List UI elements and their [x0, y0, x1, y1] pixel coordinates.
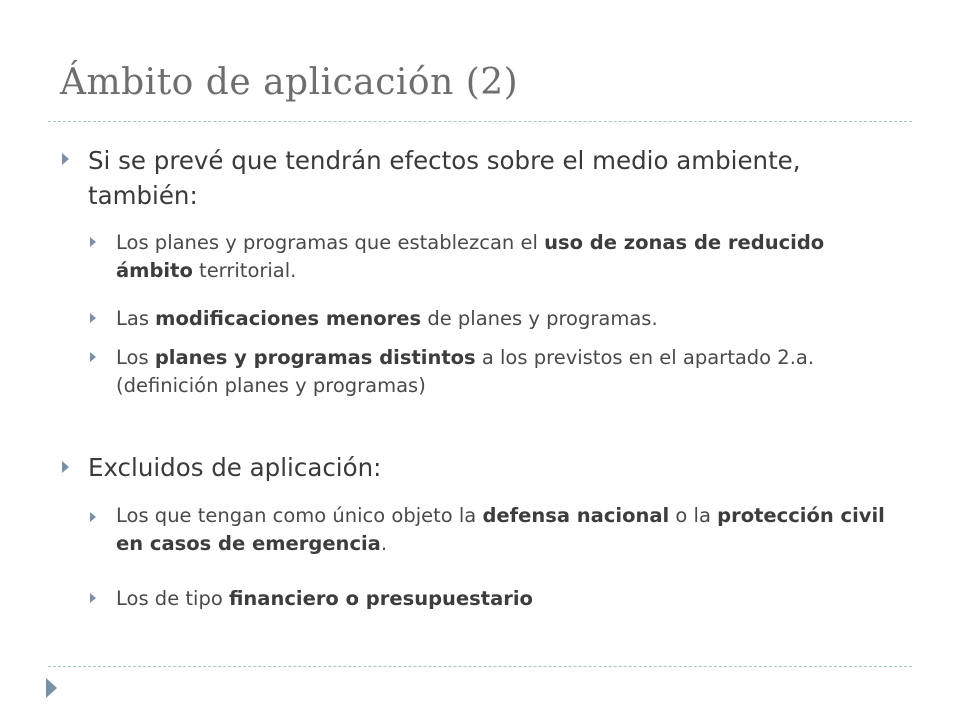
item-text: Los planes y programas que establezcan el: [116, 231, 545, 254]
bullet-arrow-icon: [90, 237, 96, 247]
item-text: o la: [669, 504, 718, 527]
section-2-item-2: [116, 585, 886, 613]
section-1-item-1: [116, 229, 886, 285]
corner-arrow-icon: [46, 678, 57, 698]
section-1-item-3: [116, 344, 886, 400]
item-emphasis: planes y programas distintos: [154, 346, 476, 369]
bullet-arrow-icon: [90, 352, 96, 362]
item-text: Los que tengan como único objeto la: [116, 504, 483, 527]
section-heading-1: Si se prevé que tendrán efectos sobre el medio ambiente, también:: [88, 146, 801, 210]
bullet-arrow-icon: [90, 593, 96, 603]
item-emphasis: financiero o presupuestario: [228, 587, 533, 610]
item-text: territorial.: [192, 259, 297, 282]
section-2-item-1: [116, 502, 886, 558]
item-text: .: [380, 532, 388, 555]
item-emphasis: defensa nacional: [482, 504, 670, 527]
footer-divider: [48, 666, 912, 667]
bullet-arrow-icon: [62, 461, 69, 473]
item-text: Los: [116, 346, 155, 369]
bullet-arrow-icon: [62, 153, 69, 165]
item-text: Las: [116, 307, 156, 330]
title-divider: [48, 121, 912, 122]
section-heading-2: Excluidos de aplicación:: [88, 453, 382, 482]
item-text: a los previstos en el apartado 2.a. (definición planes y programas): [116, 346, 815, 397]
slide-title: Ámbito de aplicación (2): [60, 62, 519, 103]
item-text: de planes y programas.: [421, 307, 658, 330]
bullet-arrow-icon: [90, 313, 96, 323]
item-text: Los de tipo: [116, 587, 229, 610]
item-emphasis: uso de zonas de reducido ámbito: [116, 231, 825, 282]
item-emphasis: modificaciones menores: [155, 307, 422, 330]
section-1-item-2: [116, 305, 886, 333]
item-emphasis: protección civil en casos de emergencia: [116, 504, 885, 555]
bullet-arrow-icon: [90, 512, 96, 522]
